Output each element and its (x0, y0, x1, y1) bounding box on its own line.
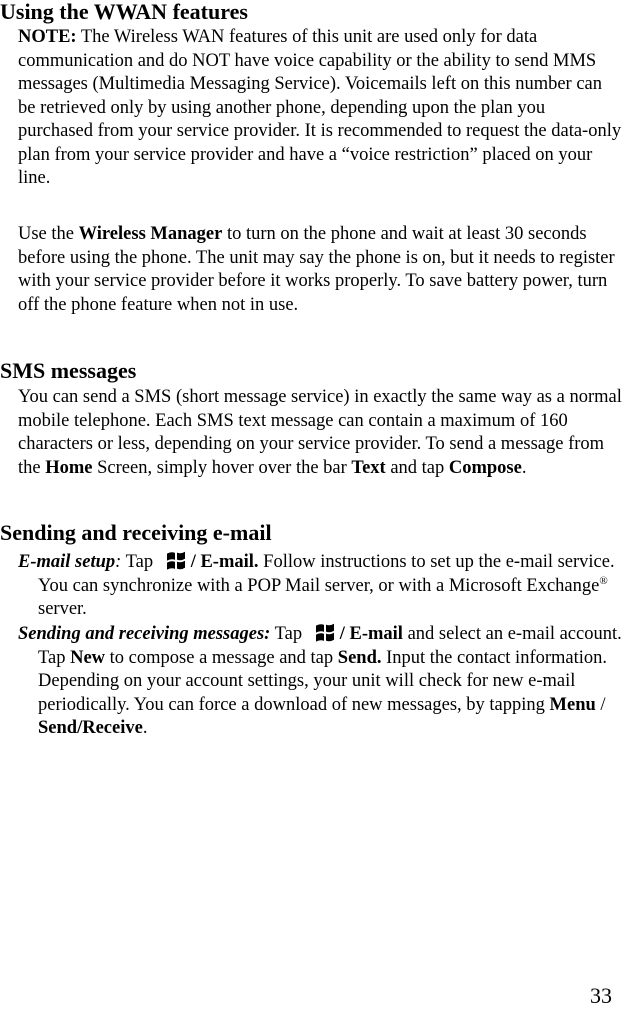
text-run: Tap (121, 552, 158, 572)
text-run: Tap (270, 624, 307, 644)
wireless-manager-term: Wireless Manager (78, 224, 223, 244)
email-path: / E-mail (339, 624, 403, 644)
text-run: : (115, 552, 122, 572)
home-term: Home (45, 457, 93, 478)
email-send-item (18, 621, 624, 741)
windows-start-icon (164, 549, 190, 571)
text-run: server. (38, 599, 87, 619)
text-run: Use the (18, 224, 79, 244)
note-text: The Wireless WAN features of this unit are used only for data communication and do NOT have voice capability or the ability to send MMS messages (Multimedia Messaging Service). Voicemails left on this number can be retrieved only by using another phone, depending upon the plan you purchased from your service provider. It is recommended to request the data-only plan from your service provider and have a “voice restriction” placed on your line. (18, 27, 622, 188)
registered-mark: ® (599, 574, 608, 587)
text-run: Follow instructions to set up the e-mail service. You can synchronize with a POP Mail server, or with a Microsoft Exchange (38, 552, 615, 596)
email-send-label: Sending and receiving messages: (18, 624, 271, 644)
send-receive-term: Send/Receive (38, 718, 143, 738)
page-number: 33 (590, 983, 612, 1008)
wireless-manager-paragraph (18, 223, 622, 317)
menu-term: Menu (549, 694, 596, 715)
text-run: and tap (385, 457, 449, 478)
text-run: Screen, simply hover over the bar (92, 457, 352, 478)
heading-email: Sending and receiving e-mail (0, 520, 272, 545)
heading-sms: SMS messages (0, 358, 137, 383)
text-run: You can send a SMS (short message service) in exactly the same way as a normal mobile telephone. Each SMS text message can contain a maximum of 160 characters or less, depending on your service provider. To send a message from the (18, 387, 622, 478)
text-run: . (142, 718, 148, 738)
note-paragraph (18, 26, 622, 191)
text-run: to turn on the phone and wait at least 30 seconds before using the phone. The unit may say the phone is on, but it needs to register with your service provider before it works properly. To save battery power, turn off the phone feature when not in use. (18, 224, 615, 315)
text-run: Input the contact information. Depending on your account settings, your unit will check for new e-mail periodically. You can force a download of new messages, by tapping (38, 647, 608, 715)
text-run: to compose a message and tap (105, 647, 338, 668)
text-run: and select an e-mail account. Tap (38, 624, 622, 668)
email-path: / E-mail. (190, 552, 259, 572)
email-setup-label: E-mail setup (18, 552, 116, 572)
compose-term: Compose (448, 457, 522, 478)
text-run: . (521, 457, 527, 478)
new-term: New (70, 647, 106, 668)
text-term: Text (351, 457, 386, 478)
text-run: / (595, 694, 606, 715)
windows-start-icon (313, 621, 339, 643)
heading-wwan: Using the WWAN features (0, 0, 248, 24)
sms-paragraph (18, 386, 622, 480)
email-setup-item (18, 549, 624, 622)
send-term: Send. (337, 647, 382, 668)
note-label: NOTE: (18, 27, 77, 47)
